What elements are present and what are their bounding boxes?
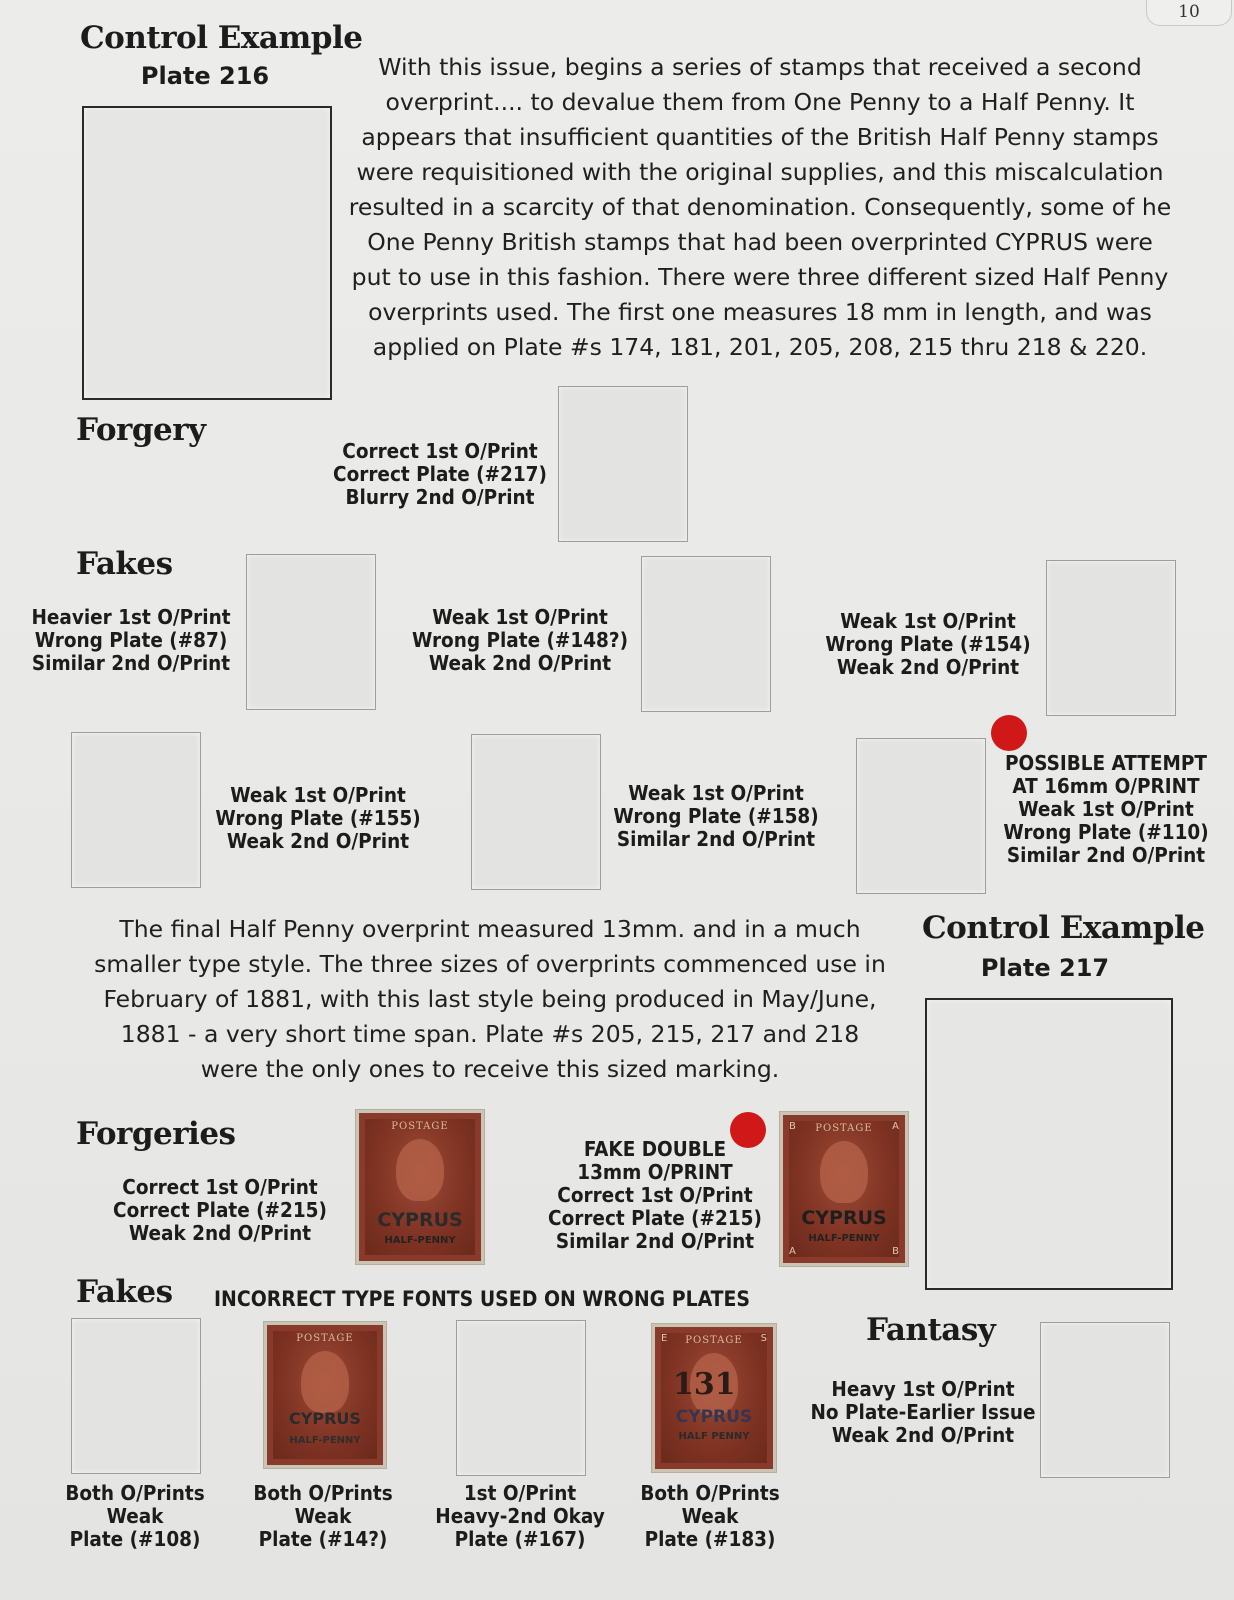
desc-line: Correct 1st O/Print xyxy=(342,439,538,463)
intro-line: overprints used. The first one measures 18 mm in length, and was xyxy=(368,298,1152,326)
fake-2-description-108 xyxy=(40,1482,230,1551)
desc-line: Weak 2nd O/Print xyxy=(226,829,410,853)
fakes-heading: Fakes xyxy=(76,546,173,582)
desc-line: Plate (#108) xyxy=(69,1527,201,1551)
forgeries-description xyxy=(100,1176,340,1245)
desc-line: Weak 2nd O/Print xyxy=(836,655,1020,679)
fake-description-110 xyxy=(982,752,1230,867)
caps-line: POSSIBLE ATTEMPT xyxy=(1005,751,1207,775)
desc-line: Heavy-2nd Okay xyxy=(435,1504,605,1528)
stamp-fake-14 xyxy=(264,1322,386,1468)
forgery-description xyxy=(320,440,560,509)
final-line: smaller type style. The three sizes of overprints commenced use in xyxy=(94,950,886,978)
fake-description-154 xyxy=(808,610,1048,679)
stamp-mount-fantasy xyxy=(1040,1322,1170,1478)
desc-line: No Plate-Earlier Issue xyxy=(810,1400,1036,1424)
desc-line: Weak xyxy=(106,1504,164,1528)
fantasy-description xyxy=(808,1378,1038,1447)
desc-line: Wrong Plate (#158) xyxy=(613,804,819,828)
stamp-cancel-number: 131 xyxy=(673,1367,736,1402)
control-example-plate: Plate 216 xyxy=(140,62,270,90)
fake-2-description-183 xyxy=(615,1482,805,1551)
intro-line: applied on Plate #s 174, 181, 201, 205, 208, 215 thru 218 & 220. xyxy=(372,333,1148,361)
desc-line: 1st O/Print xyxy=(463,1481,577,1505)
stamp-mount-fake-155 xyxy=(71,732,201,888)
intro-line: resulted in a scarcity of that denomination. Consequently, some of he xyxy=(348,193,1172,221)
desc-line: Weak 1st O/Print xyxy=(432,605,608,629)
intro-line: put to use in this fashion. There were three different sized Half Penny xyxy=(351,263,1169,291)
desc-line: Blurry 2nd O/Print xyxy=(345,485,535,509)
forgeries-heading: Forgeries xyxy=(76,1116,236,1152)
stamp-corner-letter: B xyxy=(789,1121,796,1132)
stamp-fake-double xyxy=(780,1112,908,1266)
desc-line: Similar 2nd O/Print xyxy=(616,827,816,851)
stamp-mount-fake-108 xyxy=(71,1318,201,1474)
red-dot-marker xyxy=(991,715,1027,751)
stamp-corner-letter: E xyxy=(661,1333,668,1344)
desc-line: Weak 1st O/Print xyxy=(628,781,804,805)
fake-description-87 xyxy=(16,606,246,675)
intro-line: With this issue, begins a series of stamps that received a second xyxy=(378,53,1142,81)
desc-line: Correct Plate (#215) xyxy=(548,1206,762,1230)
stamp-mount-fake-154 xyxy=(1046,560,1176,716)
intro-line: appears that insufficient quantities of the British Half Penny stamps xyxy=(361,123,1159,151)
stamp-corner-letter: A xyxy=(892,1121,899,1132)
stamp-halfpenny-overprint: HALF PENNY xyxy=(678,1431,750,1442)
stamp-postage-text: POSTAGE xyxy=(685,1335,743,1346)
final-line: The final Half Penny overprint measured 13mm. and in a much xyxy=(119,915,861,943)
queen-portrait xyxy=(301,1351,349,1413)
desc-line: Weak 1st O/Print xyxy=(230,783,406,807)
stamp-postage-text: POSTAGE xyxy=(296,1333,354,1344)
final-paragraph xyxy=(90,912,890,1087)
control-example-mount xyxy=(82,106,332,400)
desc-line: Weak 2nd O/Print xyxy=(428,651,612,675)
final-line: February of 1881, with this last style being produced in May/June, xyxy=(103,985,877,1013)
fake-description-155 xyxy=(198,784,438,853)
stamp-fake-183 xyxy=(652,1324,776,1472)
desc-line: Both O/Prints xyxy=(253,1481,393,1505)
stamp-cyprus-overprint: CYPRUS xyxy=(675,1407,753,1427)
final-line: were the only ones to receive this sized marking. xyxy=(200,1055,780,1083)
stamp-postage-text: POSTAGE xyxy=(391,1121,449,1132)
fakes-2-caption: INCORRECT TYPE FONTS USED ON WRONG PLATES xyxy=(214,1287,751,1311)
stamp-mount-fake-110 xyxy=(856,738,986,894)
fake-double-description xyxy=(530,1138,780,1253)
stamp-mount-fake-167 xyxy=(456,1320,586,1476)
desc-line: Plate (#183) xyxy=(644,1527,776,1551)
desc-line: Correct Plate (#215) xyxy=(113,1198,327,1222)
desc-line: Similar 2nd O/Print xyxy=(31,651,231,675)
desc-line: Heavy 1st O/Print xyxy=(831,1377,1015,1401)
stamp-corner-letter: A xyxy=(789,1246,796,1257)
desc-line: Wrong Plate (#148?) xyxy=(411,628,629,652)
stamp-mount-fake-158 xyxy=(471,734,601,890)
fake-description-148 xyxy=(400,606,640,675)
intro-paragraph xyxy=(340,50,1180,365)
stamp-cyprus-overprint: CYPRUS xyxy=(801,1207,887,1229)
desc-line: Weak 1st O/Print xyxy=(1018,797,1194,821)
stamp-halfpenny-overprint: HALF-PENNY xyxy=(384,1235,456,1246)
desc-line: Correct 1st O/Print xyxy=(122,1175,318,1199)
desc-line: Plate (#167) xyxy=(454,1527,586,1551)
desc-line: Correct Plate (#217) xyxy=(333,462,547,486)
desc-line: Wrong Plate (#154) xyxy=(825,632,1031,656)
intro-line: were requisitioned with the original supplies, and this miscalculation xyxy=(356,158,1164,186)
desc-line: Heavier 1st O/Print xyxy=(31,605,231,629)
desc-line: Weak 1st O/Print xyxy=(840,609,1016,633)
intro-line: One Penny British stamps that had been overprinted CYPRUS were xyxy=(367,228,1153,256)
desc-line: Weak 2nd O/Print xyxy=(831,1423,1015,1447)
desc-line: Weak xyxy=(294,1504,352,1528)
desc-line: Similar 2nd O/Print xyxy=(555,1229,755,1253)
stamp-cyprus-overprint: CYPRUS xyxy=(289,1409,361,1428)
fake-2-description-167 xyxy=(415,1482,625,1551)
stamp-mount-fake-87 xyxy=(246,554,376,710)
fake-2-description-14 xyxy=(228,1482,418,1551)
desc-line: Both O/Prints xyxy=(65,1481,205,1505)
caps-line: AT 16mm O/PRINT xyxy=(1012,774,1200,798)
control-example-2-plate: Plate 217 xyxy=(980,954,1110,982)
caps-line: 13mm O/PRINT xyxy=(577,1160,733,1184)
stamp-cyprus-overprint: CYPRUS xyxy=(377,1209,463,1231)
forgery-heading: Forgery xyxy=(76,412,206,448)
page-number: 10 xyxy=(1146,0,1232,26)
caps-line: FAKE DOUBLE xyxy=(583,1137,727,1161)
queen-portrait xyxy=(820,1141,868,1203)
stamp-mount-fake-148 xyxy=(641,556,771,712)
desc-line: Both O/Prints xyxy=(640,1481,780,1505)
desc-line: Wrong Plate (#87) xyxy=(34,628,228,652)
fakes-2-heading: Fakes xyxy=(76,1274,173,1310)
stamp-postage-text: POSTAGE xyxy=(815,1123,873,1134)
queen-portrait xyxy=(396,1139,444,1201)
desc-line: Wrong Plate (#155) xyxy=(215,806,421,830)
fantasy-heading: Fantasy xyxy=(866,1312,996,1348)
stamp-halfpenny-overprint: HALF-PENNY xyxy=(808,1233,880,1244)
desc-line: Weak 2nd O/Print xyxy=(128,1221,312,1245)
control-example-title: Control Example xyxy=(80,20,363,56)
desc-line: Correct 1st O/Print xyxy=(557,1183,753,1207)
intro-line: overprint.... to devalue them from One Penny to a Half Penny. It xyxy=(385,88,1135,116)
desc-line: Weak xyxy=(681,1504,739,1528)
stamp-mount-forgery xyxy=(558,386,688,542)
final-line: 1881 - a very short time span. Plate #s 205, 215, 217 and 218 xyxy=(120,1020,860,1048)
stamp-corner-letter: S xyxy=(760,1333,767,1344)
stamp-forgery-215 xyxy=(356,1110,484,1264)
desc-line: Wrong Plate (#110) xyxy=(1003,820,1209,844)
stamp-corner-letter: B xyxy=(892,1246,899,1257)
control-example-2-mount xyxy=(925,998,1173,1290)
fake-description-158 xyxy=(596,782,836,851)
control-example-2-title: Control Example xyxy=(922,910,1205,946)
stamp-halfpenny-overprint: HALF-PENNY xyxy=(289,1435,361,1446)
desc-line: Similar 2nd O/Print xyxy=(1006,843,1206,867)
desc-line: Plate (#14?) xyxy=(258,1527,388,1551)
